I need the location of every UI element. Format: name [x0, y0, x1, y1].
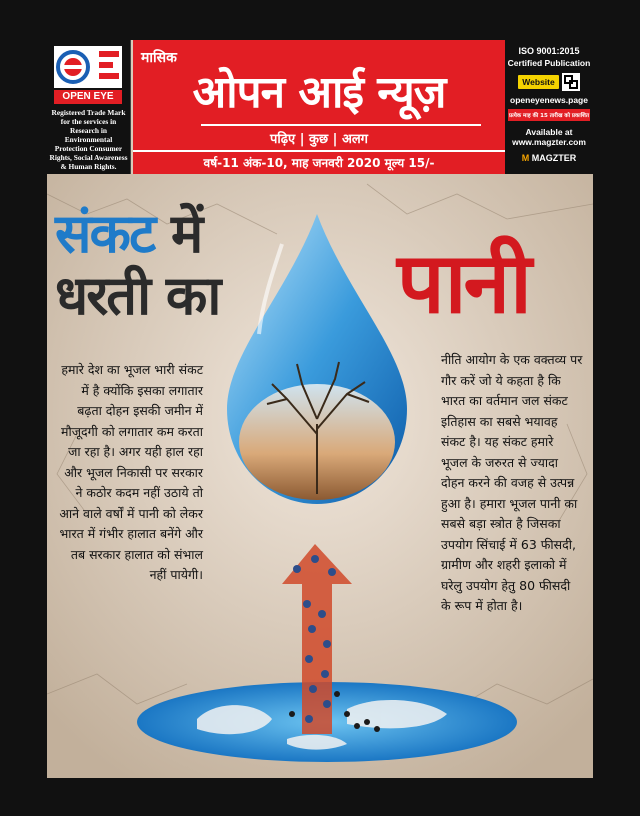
- open-eye-logo-icon: [54, 46, 122, 88]
- magzter-url[interactable]: www.magzter.com: [512, 137, 586, 147]
- website-button[interactable]: Website: [518, 75, 558, 89]
- iso-label: ISO 9001:2015: [518, 46, 580, 56]
- cover-text-left: हमारे देश का भूजल भारी संकट में है क्योंकि इसका लगातार बढ़ता दोहन इसकी जमीन में मौजूदगी को लगातार कम करता जा रहा है। अगर यही हाल रहा और भूजल निकासी पर सरकार ने कठोर कदम नहीं उठाये तो आने वाले वर्षों में पानी को लेकर भारत में गंभीर हालात बनेंगे और तब सरकार हालात को संभाल नहीं पायेगी।: [59, 362, 203, 582]
- certified-label: Certified Publication: [507, 58, 591, 68]
- cover-text-right: नीति आयोग के एक वक्तव्य पर गौर करें जो ये कहता है कि भारत का वर्तमान जल संकट इतिहास का सबसे भयावह संकट है। यह संकट हमारे भूजल के जरुरत से ज्यादा दोहन करने की वजह से उत्पन्न हुआ है। हमारा भूजल पानी का सबसे बड़ा स्त्रोत है जिसका उपयोग सिंचाई में 63 फीसदी, ग्रामीण और शहरी इलाको में घरेलु उपयोग हेतु 80 फीसदी के रूप में होता है।: [441, 352, 583, 613]
- headline-crisis: संकट में: [55, 202, 202, 265]
- logo-name: OPEN EYE: [54, 90, 122, 104]
- headline-water: पानी: [397, 234, 529, 332]
- magzter-m-icon: M: [521, 153, 530, 163]
- issue-info: वर्ष-11 अंक-10, माह जनवरी 2020 मूल्य 15/-: [133, 150, 505, 174]
- masthead: [133, 40, 505, 174]
- cover-header: [47, 40, 593, 174]
- side-info-panel: [505, 40, 593, 174]
- tagline: पढ़िए | कुछ | अलग: [269, 132, 369, 147]
- website-row: [505, 73, 593, 91]
- available-at-label: Available at www.magzter.com: [505, 127, 593, 147]
- cover-artwork: [47, 174, 593, 778]
- magazine-title: ओपन आई न्यूज़: [192, 67, 446, 118]
- logo-description: Registered Trade Mark for the services in Research in Environmental Protection Consumer Rights, Social Awareness & Human Rights.: [49, 108, 128, 171]
- website-url[interactable]: openeyenews.page: [510, 95, 588, 105]
- qr-code-icon: [562, 73, 580, 91]
- magzter-logo: M MAGZTER: [521, 153, 577, 163]
- frequency-label: मासिक: [141, 50, 177, 66]
- headline-earth: धरती का: [55, 264, 220, 327]
- magazine-cover: [47, 40, 593, 778]
- open-eye-logo-panel: [47, 40, 131, 174]
- title-divider: [201, 124, 481, 126]
- publish-note: प्रत्येक माह की 15 तारीख को प्रकाशित: [508, 109, 590, 121]
